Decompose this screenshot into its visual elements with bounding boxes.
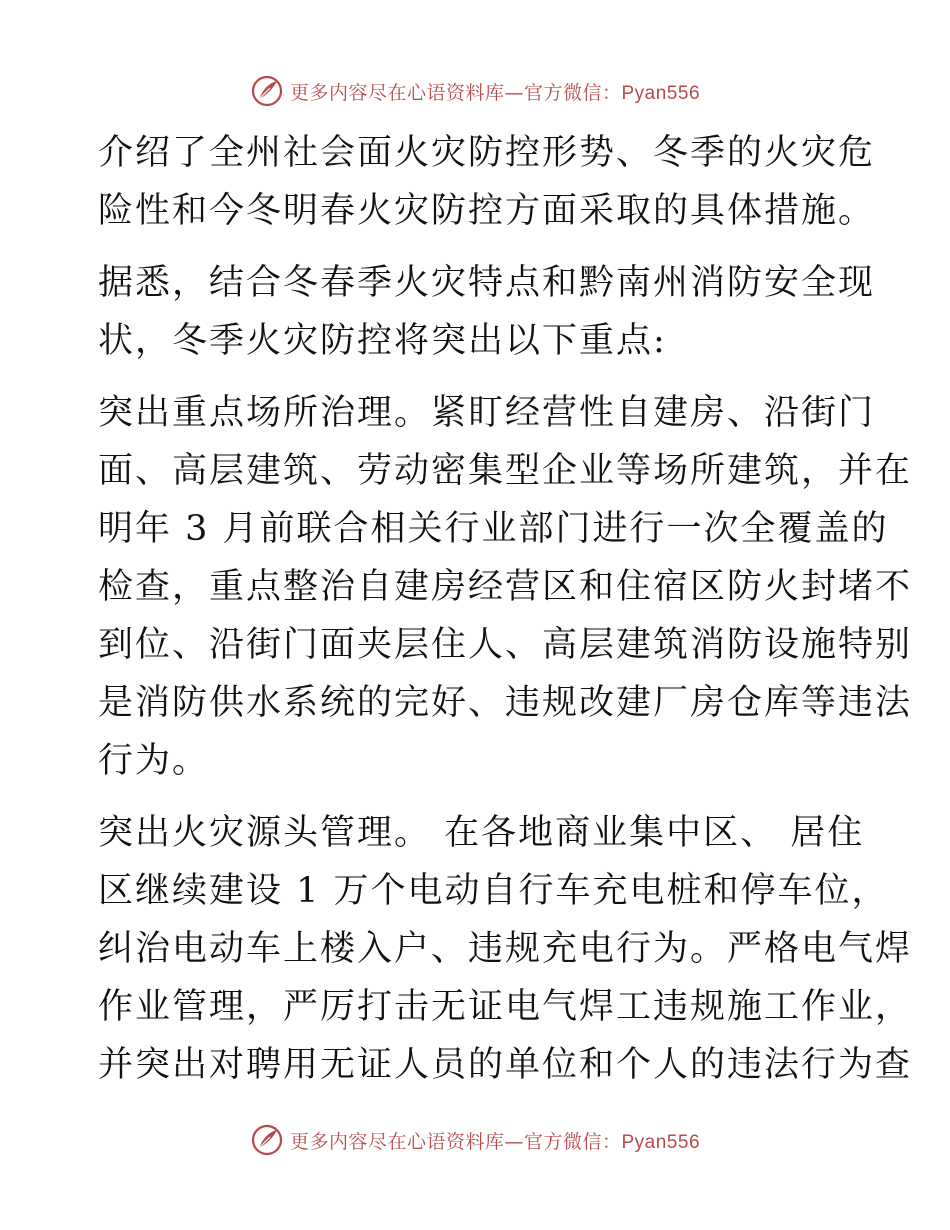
text-line: 到位、沿街门面夹层住人、高层建筑消防设施特别 [98,625,913,665]
text-line: 突出重点场所治理。紧盯经营性自建房、沿街门 [98,393,876,433]
document-body [98,124,913,1108]
text-line: 区继续建设 1 万个电动自行车充电桩和停车位， [98,871,889,911]
header-watermark-banner [0,71,950,111]
text-line: 突出火灾源头管理。 在各地商业集中区、 居住 [98,813,865,853]
wechat-handle: Pyan556 [621,1131,701,1153]
text-line: 明年 3 月前联合相关行业部门进行一次全覆盖的 [98,509,889,549]
paragraph [98,254,876,370]
text-line: 行为。 [98,741,210,781]
text-line: 检查，重点整治自建房经营区和住宿区防火封堵不 [98,567,913,607]
paragraph [98,384,913,790]
text-line: 介绍了全州社会面火灾防控形势、冬季的火灾危 [98,133,876,173]
text-line: 是消防供水系统的完好、违规改建厂房仓库等违法 [98,683,913,723]
feather-pen-icon [250,74,284,108]
text-line: 作业管理，严厉打击无证电气焊工违规施工作业， [98,987,913,1027]
text-line: 并突出对聘用无证人员的单位和个人的违法行为查 [98,1045,913,1085]
feather-pen-icon [250,1123,284,1157]
text-line: 据悉，结合冬春季火灾特点和黔南州消防安全现 [98,263,876,303]
wechat-handle: Pyan556 [621,82,701,104]
text-line: 面、高层建筑、劳动密集型企业等场所建筑，并在 [98,451,913,491]
banner-text: 更多内容尽在心语资料库—官方微信：Pyan556 [289,81,701,104]
paragraph [98,124,876,240]
text-line: 状，冬季火灾防控将突出以下重点: [98,321,667,361]
text-line: 纠治电动车上楼入户、违规充电行为。严格电气焊 [98,929,913,969]
paragraph [98,804,913,1094]
banner-text: 更多内容尽在心语资料库—官方微信：Pyan556 [289,1130,701,1153]
text-line: 险性和今冬明春火灾防控方面采取的具体措施。 [98,191,876,231]
footer-watermark-banner [0,1120,950,1160]
